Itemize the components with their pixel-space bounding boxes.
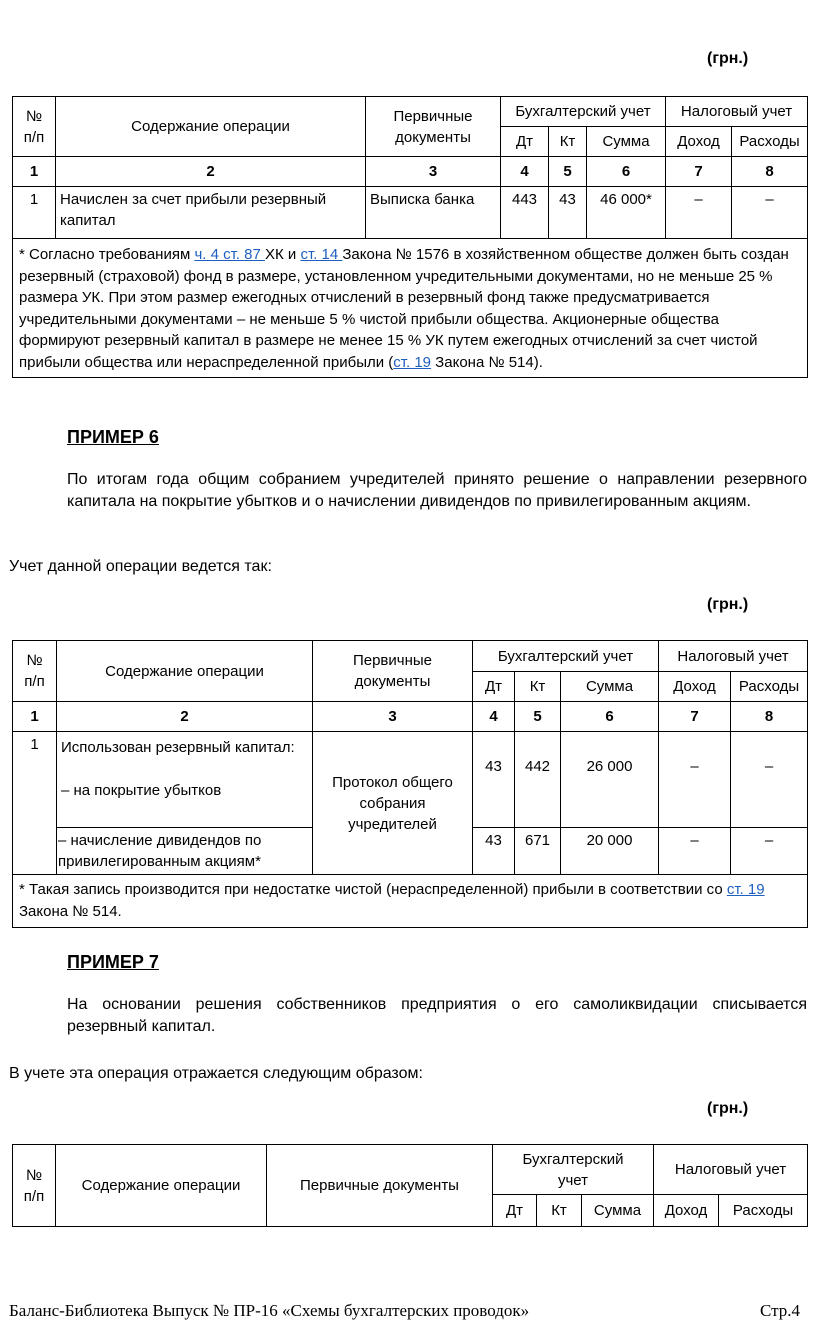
- example-7-intro: В учете эта операция отражается следующим образом:: [9, 1065, 423, 1082]
- header-expenses: Расходы: [731, 672, 808, 702]
- header-sum: Сумма: [587, 127, 666, 157]
- content-title: Использован резервный капитал:: [61, 739, 295, 756]
- cell-sum: 26 000: [561, 732, 659, 828]
- col-number: 7: [666, 157, 732, 187]
- header-content: Содержание операции: [56, 1145, 267, 1227]
- content-row-1: – на покрытие убытков: [61, 782, 222, 799]
- header-income: Доход: [666, 127, 732, 157]
- table-1-note: * Согласно требованиям ч. 4 ст. 87 ХК и ст. 14 Закона № 1576 в хозяйственном обществе должен быть создан резервный (страховой) фонд в размере, установленном учредительными документами, но не меньше 25 % размера УК. При этом размер ежегодных отчислений в резервный фонд также предусматривается учредительными документами – не меньше 5 % чистой прибыли общества. Акционерные общества формируют резервный капитал в размере не менее 15 % УК путем ежегодных отчислений за счет чистой прибыли общества или нераспределенной прибыли (ст. 19 Закона № 514).: [13, 239, 808, 378]
- header-docs: Первичные документы: [267, 1145, 493, 1227]
- table-2-note: * Такая запись производится при недостатке чистой (нераспределенной) прибыли в соответствии со ст. 19 Закона № 514.: [13, 875, 808, 928]
- col-number: 3: [366, 157, 501, 187]
- header-docs: Первичные документы: [366, 97, 501, 157]
- cell-expenses: –: [731, 732, 808, 828]
- cell-dt: 43: [473, 732, 515, 828]
- unit-label: (грн.): [707, 596, 749, 613]
- cell-dt: 43: [473, 828, 515, 875]
- example-6-heading: ПРИМЕР 6: [67, 427, 159, 447]
- header-tax: Налоговый учет: [654, 1145, 808, 1195]
- header-content: Содержание операции: [56, 97, 366, 157]
- header-expenses: Расходы: [732, 127, 808, 157]
- cell-content: [57, 732, 313, 828]
- header-num: № п/п: [13, 97, 56, 157]
- cell-docs: Протокол общего собрания учредителей: [313, 732, 473, 875]
- table-3: [12, 1144, 808, 1227]
- col-number: 1: [13, 157, 56, 187]
- header-sum: Сумма: [582, 1195, 654, 1227]
- cell-content: Начислен за счет прибыли резервный капитал: [56, 187, 366, 239]
- col-number: 6: [587, 157, 666, 187]
- col-number: 8: [731, 702, 808, 732]
- table-row: [13, 187, 808, 239]
- example-7-heading: ПРИМЕР 7: [67, 952, 159, 972]
- note-link-law-1576-14[interactable]: ст. 14: [300, 246, 343, 263]
- header-dt: Дт: [501, 127, 549, 157]
- col-number: 4: [501, 157, 549, 187]
- header-tax: Налоговый учет: [666, 97, 808, 127]
- unit-label: (грн.): [707, 50, 749, 67]
- header-expenses: Расходы: [719, 1195, 808, 1227]
- example-7-text: На основании решения собственников предприятия о его самоликвидации списывается резервный капитал.: [67, 996, 807, 1035]
- note-link-law-514-19[interactable]: ст. 19: [393, 353, 432, 371]
- cell-income: –: [659, 732, 731, 828]
- example-6-intro: Учет данной операции ведется так:: [9, 558, 272, 575]
- header-dt: Дт: [493, 1195, 537, 1227]
- col-number: 3: [313, 702, 473, 732]
- cell-expenses: –: [732, 187, 808, 239]
- header-docs: Первичные документы: [313, 641, 473, 702]
- header-income: Доход: [659, 672, 731, 702]
- cell-kt: 43: [549, 187, 587, 239]
- col-number: 2: [57, 702, 313, 732]
- col-number: 1: [13, 702, 57, 732]
- table-2: [12, 640, 808, 928]
- header-num: № п/п: [13, 1145, 56, 1227]
- header-accounting: Бухгалтерский учет: [473, 641, 659, 672]
- table-row: [13, 732, 808, 828]
- cell-expenses: –: [731, 828, 808, 875]
- cell-docs: Выписка банка: [366, 187, 501, 239]
- note-link-hk-87[interactable]: ч. 4 ст. 87: [194, 246, 265, 263]
- cell-sum: 20 000: [561, 828, 659, 875]
- cell-num: 1: [13, 732, 57, 875]
- cell-num: 1: [13, 187, 56, 239]
- cell-income: –: [659, 828, 731, 875]
- header-income: Доход: [654, 1195, 719, 1227]
- header-dt: Дт: [473, 672, 515, 702]
- col-number: 2: [56, 157, 366, 187]
- note-link-law-514-19[interactable]: ст. 19: [726, 881, 765, 898]
- header-content: Содержание операции: [57, 641, 313, 702]
- cell-kt: 442: [515, 732, 561, 828]
- col-number: 7: [659, 702, 731, 732]
- header-kt: Кт: [515, 672, 561, 702]
- content-row-2: – начисление дивидендов по привилегированным акциям*: [57, 828, 313, 875]
- cell-income: –: [666, 187, 732, 239]
- header-kt: Кт: [549, 127, 587, 157]
- header-accounting: Бухгалтерский учет: [501, 97, 666, 127]
- page-number: Стр.4: [760, 1301, 801, 1320]
- col-number: 6: [561, 702, 659, 732]
- table-1: [12, 96, 808, 378]
- col-number: 5: [549, 157, 587, 187]
- footer-title: Баланс-Библиотека Выпуск № ПР-16 «Схемы бухгалтерских проводок»: [9, 1301, 530, 1320]
- col-number: 5: [515, 702, 561, 732]
- header-kt: Кт: [537, 1195, 582, 1227]
- header-accounting: Бухгалтерский учет: [493, 1145, 654, 1195]
- example-6-text: По итогам года общим собранием учредителей принято решение о направлении резервного капитала на покрытие убытков и о начислении дивидендов по привилегированным акциям.: [67, 471, 807, 510]
- col-number: 8: [732, 157, 808, 187]
- header-sum: Сумма: [561, 672, 659, 702]
- cell-dt: 443: [501, 187, 549, 239]
- cell-sum: 46 000*: [587, 187, 666, 239]
- unit-label: (грн.): [707, 1100, 749, 1117]
- cell-kt: 671: [515, 828, 561, 875]
- col-number: 4: [473, 702, 515, 732]
- header-tax: Налоговый учет: [659, 641, 808, 672]
- header-num: № п/п: [13, 641, 57, 702]
